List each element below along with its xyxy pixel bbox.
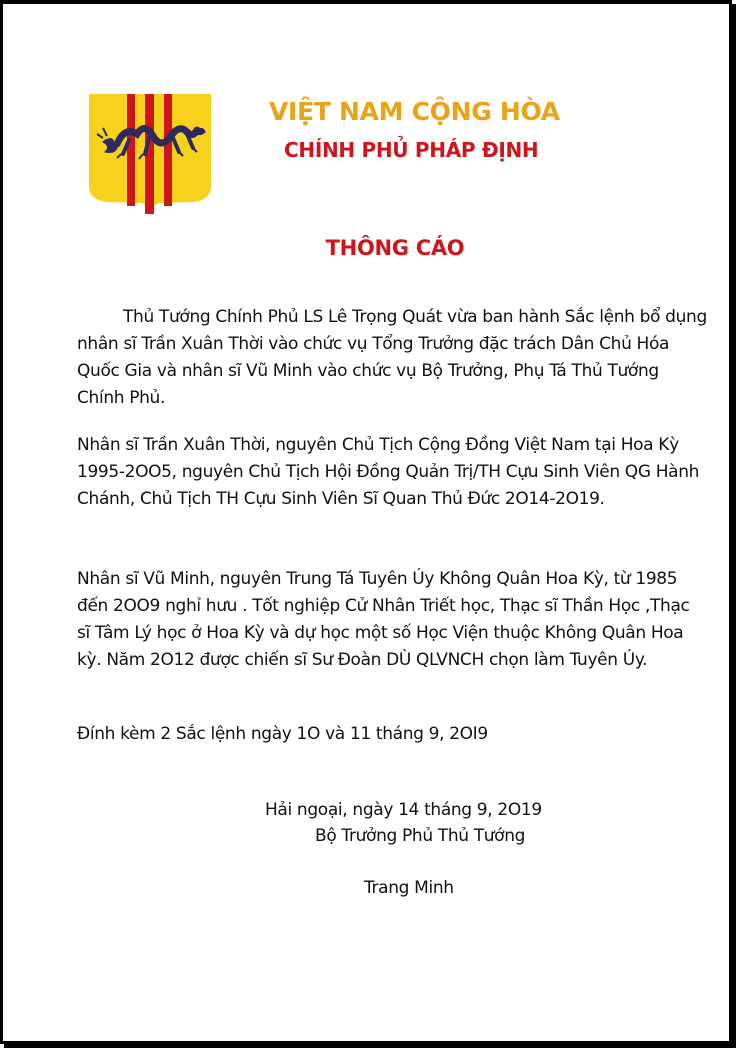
document-title: THÔNG CÁO [325, 236, 465, 260]
paragraph-attachment-note: Đính kèm 2 Sắc lệnh ngày 1O và 11 tháng 9, 2OI9 [77, 724, 488, 744]
signature-date-line: Hải ngoại, ngày 14 tháng 9, 2O19 [265, 800, 542, 820]
header-country-name: VIỆT NAM CỘNG HÒA [269, 97, 560, 126]
paragraph-bio-vu-minh: Nhân sĩ Vũ Minh, nguyên Trung Tá Tuyên Úy Không Quân Hoa Kỳ, từ 1985 đến 2OO9 nghỉ hưu . Tốt nghiệp Cử Nhân Triết học, Thạc sĩ Thần Học ,Thạc sĩ Tâm Lý học ở Hoa Kỳ và dự học một số Học Viện thuộc Không Quân Hoa kỳ. Năm 2O12 được chiến sĩ Sư Đoàn DÙ QLVNCH chọn làm Tuyên Úy. [77, 569, 690, 670]
header-government-name: CHÍNH PHỦ PHÁP ĐỊNH [284, 138, 539, 162]
paragraph-announcement: Thủ Tướng Chính Phủ LS Lê Trọng Quát vừa ban hành Sắc lệnh bổ dụng nhân sĩ Trần Xuân Thời vào chức vụ Tổng Trưởng đặc trách Dân Chủ Hóa Quốc Gia và nhân sĩ Vũ Minh vào chức vụ Bộ Trưởng, Phụ Tá Thủ Tướng Chính Phủ. [77, 307, 707, 408]
signature-role: Bộ Trưởng Phủ Thủ Tướng [315, 826, 526, 846]
dragon-flag-shield-icon [87, 92, 213, 216]
signature-name: Trang Minh [364, 878, 454, 898]
paragraph-bio-tran-xuan-thoi: Nhân sĩ Trần Xuân Thời, nguyên Chủ Tịch Cộng Đồng Việt Nam tại Hoa Kỳ 1995-2OO5, nguyên Chủ Tịch Hội Đồng Quản Trị/TH Cựu Sinh Viên QG Hành Chánh, Chủ Tịch TH Cựu Sinh Viên Sĩ Quan Thủ Đức 2O14-2O19. [77, 435, 700, 509]
